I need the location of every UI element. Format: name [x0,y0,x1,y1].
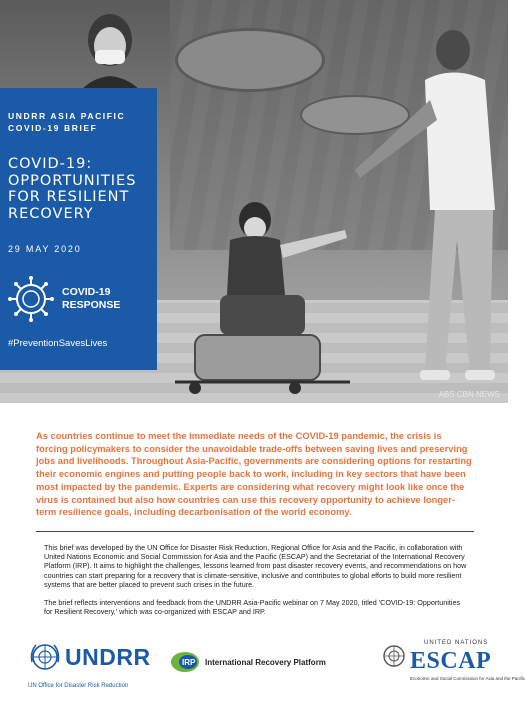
irp-logo [170,650,326,674]
man-with-arms-outstretched [395,20,508,390]
escap-wordmark: ESCAP [410,648,492,674]
title-line-3: FOR RESILIENT [8,189,130,205]
undrr-wordmark: UNDRR [65,644,151,670]
undrr-subtitle: UN Office for Disaster Risk Reduction [28,683,129,689]
photo-credit: ABS CBN NEWS [438,390,500,399]
response-line-1: COVID-19 [62,286,111,298]
mural-fish [175,28,325,92]
brief-kicker [8,110,143,134]
response-label [62,286,120,312]
hashtag: #PreventionSavesLives [8,338,108,349]
title-line-4: RECOVERY [8,205,94,222]
notes-paragraph-1: This brief was developed by the UN Office for Disaster Risk Reduction, Regional Office for Asia and the Pacific, in collaboration with United Nations Economic and Social Commission for Asia and the Pacific (ESCAP) and the Secretariat of the International Recovery Platform (IRP). It aims to highlight the challenges, lessons learned from past disaster recovery events, and recommendations on how countries can start preparing for a recovery that is climate-sensitive, inclusive and contributes to global efforts to build more resilient systems that are better placed to prevent such crises in the future. [44,543,467,589]
escap-un-label: UNITED NATIONS [424,640,489,646]
kicker-line-2: COVID-19 BRIEF [8,123,98,133]
svg-text:IRP: IRP [182,658,196,667]
brief-notes [44,543,468,616]
un-emblem-icon [380,642,408,670]
irp-wordmark: International Recovery Platform [205,657,326,667]
mural-fish-small [300,95,410,135]
brief-title [8,156,143,222]
lead-paragraph: As countries continue to meet the immediate needs of the COVID-19 pandemic, the crisis is forcing policymakers to consider the unavoidable trade-offs between saving lives and preserving jobs and livelihoods. Throughout Asia-Pacific, governments are considering options for restarting their economic engines and putting people back to work, including in key sectors that have been most impacted by the pandemic. Experts are considering what recovery might look like once the virus is contained but also how countries can use this recovery opportunity to achieve longer-term resilience goals, including decarbonisation of the world economy. [36,431,472,518]
response-line-2: RESPONSE [62,299,121,311]
publication-date: 29 MAY 2020 [8,244,82,254]
virus-globe-icon [8,276,54,322]
covid-response-badge [8,276,143,322]
title-panel [0,88,157,370]
un-emblem-icon [28,640,62,674]
escap-subtitle: Economic and Social Commission for Asia and the Pacific [410,676,525,681]
notes-paragraph-2: The brief reflects interventions and feedback from the UNDRR Asia-Pacific webinar on 7 May 2020, titled 'COVID-19: Opportunities for Resilient Recovery,' which was co-organized with ESCAP and IRP. [44,598,461,617]
title-line-2: OPPORTUNITIES [8,172,137,189]
undrr-logo [28,640,151,689]
irp-emblem-icon [170,650,200,674]
kicker-line-1: UNDRR ASIA PACIFIC [8,111,126,121]
title-line-1: COVID-19: [8,156,93,172]
divider-rule [36,531,474,532]
luggage-cart-with-child [175,200,355,395]
partner-logos [0,640,525,710]
